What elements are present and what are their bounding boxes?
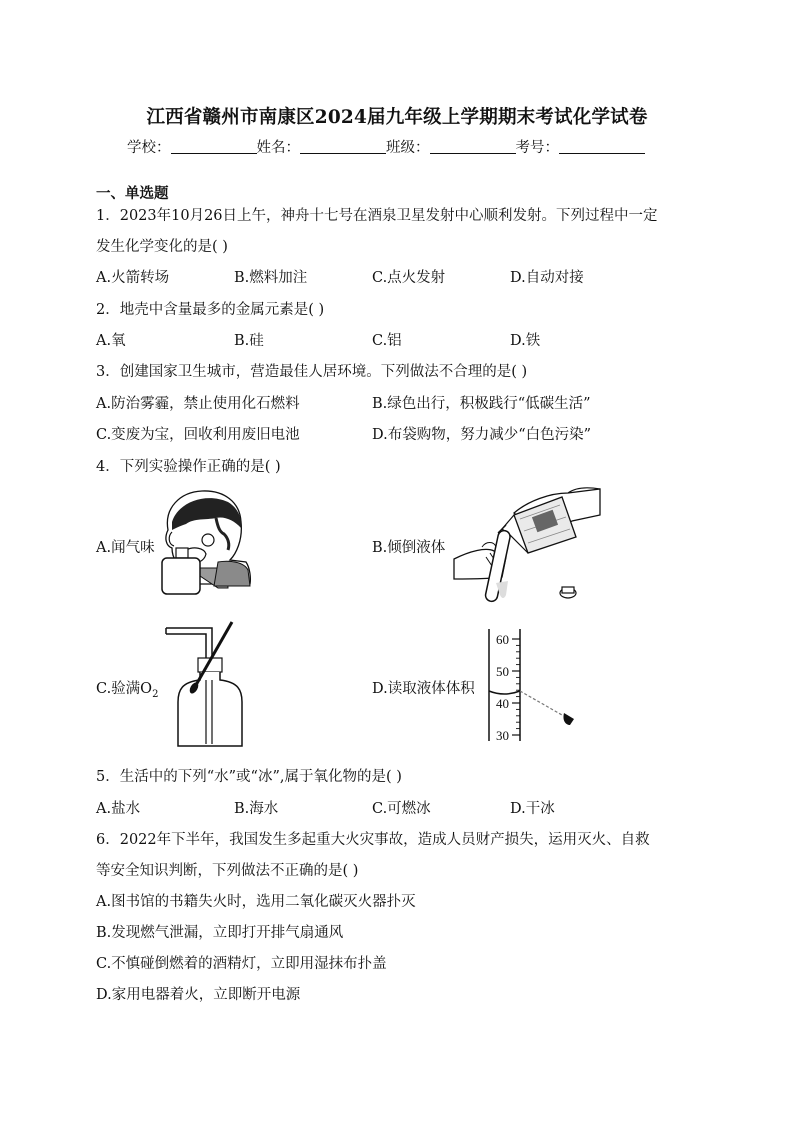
q6-option-a[interactable]: A.图书馆的书籍失火时，选用二氧化碳灭火器扑灭: [96, 894, 416, 910]
q4-stem: 4．下列实验操作正确的是( ): [96, 459, 281, 475]
q4-option-c-label: C.验满O: [96, 681, 153, 697]
name-blank[interactable]: [300, 139, 386, 154]
q2-option-b[interactable]: B.硅: [234, 333, 264, 349]
q4-option-b[interactable]: B.倾倒液体: [372, 540, 446, 556]
q1-option-d[interactable]: D.自动对接: [510, 270, 584, 286]
smelling-gas-illustration: [158, 488, 253, 596]
q5-option-d[interactable]: D.干冰: [510, 801, 555, 817]
cylinder-tick-label: 40: [496, 696, 509, 711]
q1-stem-line2: 发生化学变化的是( ): [96, 239, 228, 255]
q5-option-a[interactable]: A.盐水: [96, 801, 141, 817]
cylinder-tick-label: 60: [496, 632, 509, 647]
q2-option-c[interactable]: C.铝: [372, 333, 402, 349]
school-blank[interactable]: [171, 139, 257, 154]
q1-option-a[interactable]: A.火箭转场: [96, 270, 170, 286]
q3-stem: 3．创建国家卫生城市，营造最佳人居环境。下列做法不合理的是( ): [96, 364, 528, 380]
cylinder-tick-label: 30: [496, 728, 509, 743]
class-blank[interactable]: [430, 139, 516, 154]
q3-option-c[interactable]: C.变废为宝，回收利用废旧电池: [96, 427, 300, 443]
number-blank[interactable]: [559, 139, 645, 154]
o2-subscript: 2: [152, 688, 159, 700]
school-label: 学校：: [127, 140, 171, 156]
cylinder-tick-group: [496, 632, 520, 743]
q6-stem-line1: 6．2022年下半年，我国发生多起重大火灾事故，造成人员财产损失，运用灭火、自救: [96, 832, 650, 848]
q4-option-d[interactable]: D.读取液体体积: [372, 681, 475, 697]
q4-option-c[interactable]: [96, 677, 158, 700]
q1-stem-line1: 1．2023年10月26日上午，神舟十七号在酒泉卫星发射中心顺利发射。下列过程中一定: [96, 208, 658, 224]
eye-icon: [563, 713, 574, 725]
q1-option-c[interactable]: C.点火发射: [372, 270, 446, 286]
pouring-liquid-illustration: [450, 485, 610, 610]
q5-option-b[interactable]: B.海水: [234, 801, 279, 817]
measuring-cylinder-illustration: [482, 627, 592, 743]
q2-option-d[interactable]: D.铁: [510, 333, 541, 349]
student-info-line: [127, 136, 645, 157]
q6-option-d[interactable]: D.家用电器着火，立即断开电源: [96, 987, 301, 1003]
cylinder-tick-label: 50: [496, 664, 509, 679]
q6-option-b[interactable]: B.发现燃气泄漏，立即打开排气扇通风: [96, 925, 344, 941]
q2-option-a[interactable]: A.氧: [96, 333, 126, 349]
name-label: 姓名：: [256, 140, 300, 156]
q2-stem: 2．地壳中含量最多的金属元素是( ): [96, 302, 325, 318]
class-label: 班级：: [386, 140, 430, 156]
q3-option-d[interactable]: D.布袋购物，努力减少“白色污染”: [372, 427, 592, 443]
exam-title: 江西省赣州市南康区2024届九年级上学期期末考试化学试卷: [146, 107, 648, 128]
q5-stem: 5．生活中的下列“水”或“冰”,属于氧化物的是( ): [96, 769, 402, 785]
liquid-meniscus: [489, 691, 520, 694]
q5-option-c[interactable]: C.可燃冰: [372, 801, 431, 817]
q6-stem-line2: 等安全知识判断，下列做法不正确的是( ): [96, 863, 359, 879]
q6-option-c[interactable]: C.不慎碰倒燃着的酒精灯，立即用湿抹布扑盖: [96, 956, 387, 972]
q1-option-b[interactable]: B.燃料加注: [234, 270, 308, 286]
q3-option-b[interactable]: B.绿色出行，积极践行“低碳生活”: [372, 396, 591, 412]
sight-line: [520, 691, 562, 715]
section-heading: 一、单选题: [96, 185, 169, 202]
number-label: 考号：: [515, 140, 559, 156]
q3-option-a[interactable]: A.防治雾霾，禁止使用化石燃料: [96, 396, 300, 412]
gas-bottle-check-illustration: [160, 620, 250, 750]
q4-option-a[interactable]: A.闻气味: [96, 540, 155, 556]
